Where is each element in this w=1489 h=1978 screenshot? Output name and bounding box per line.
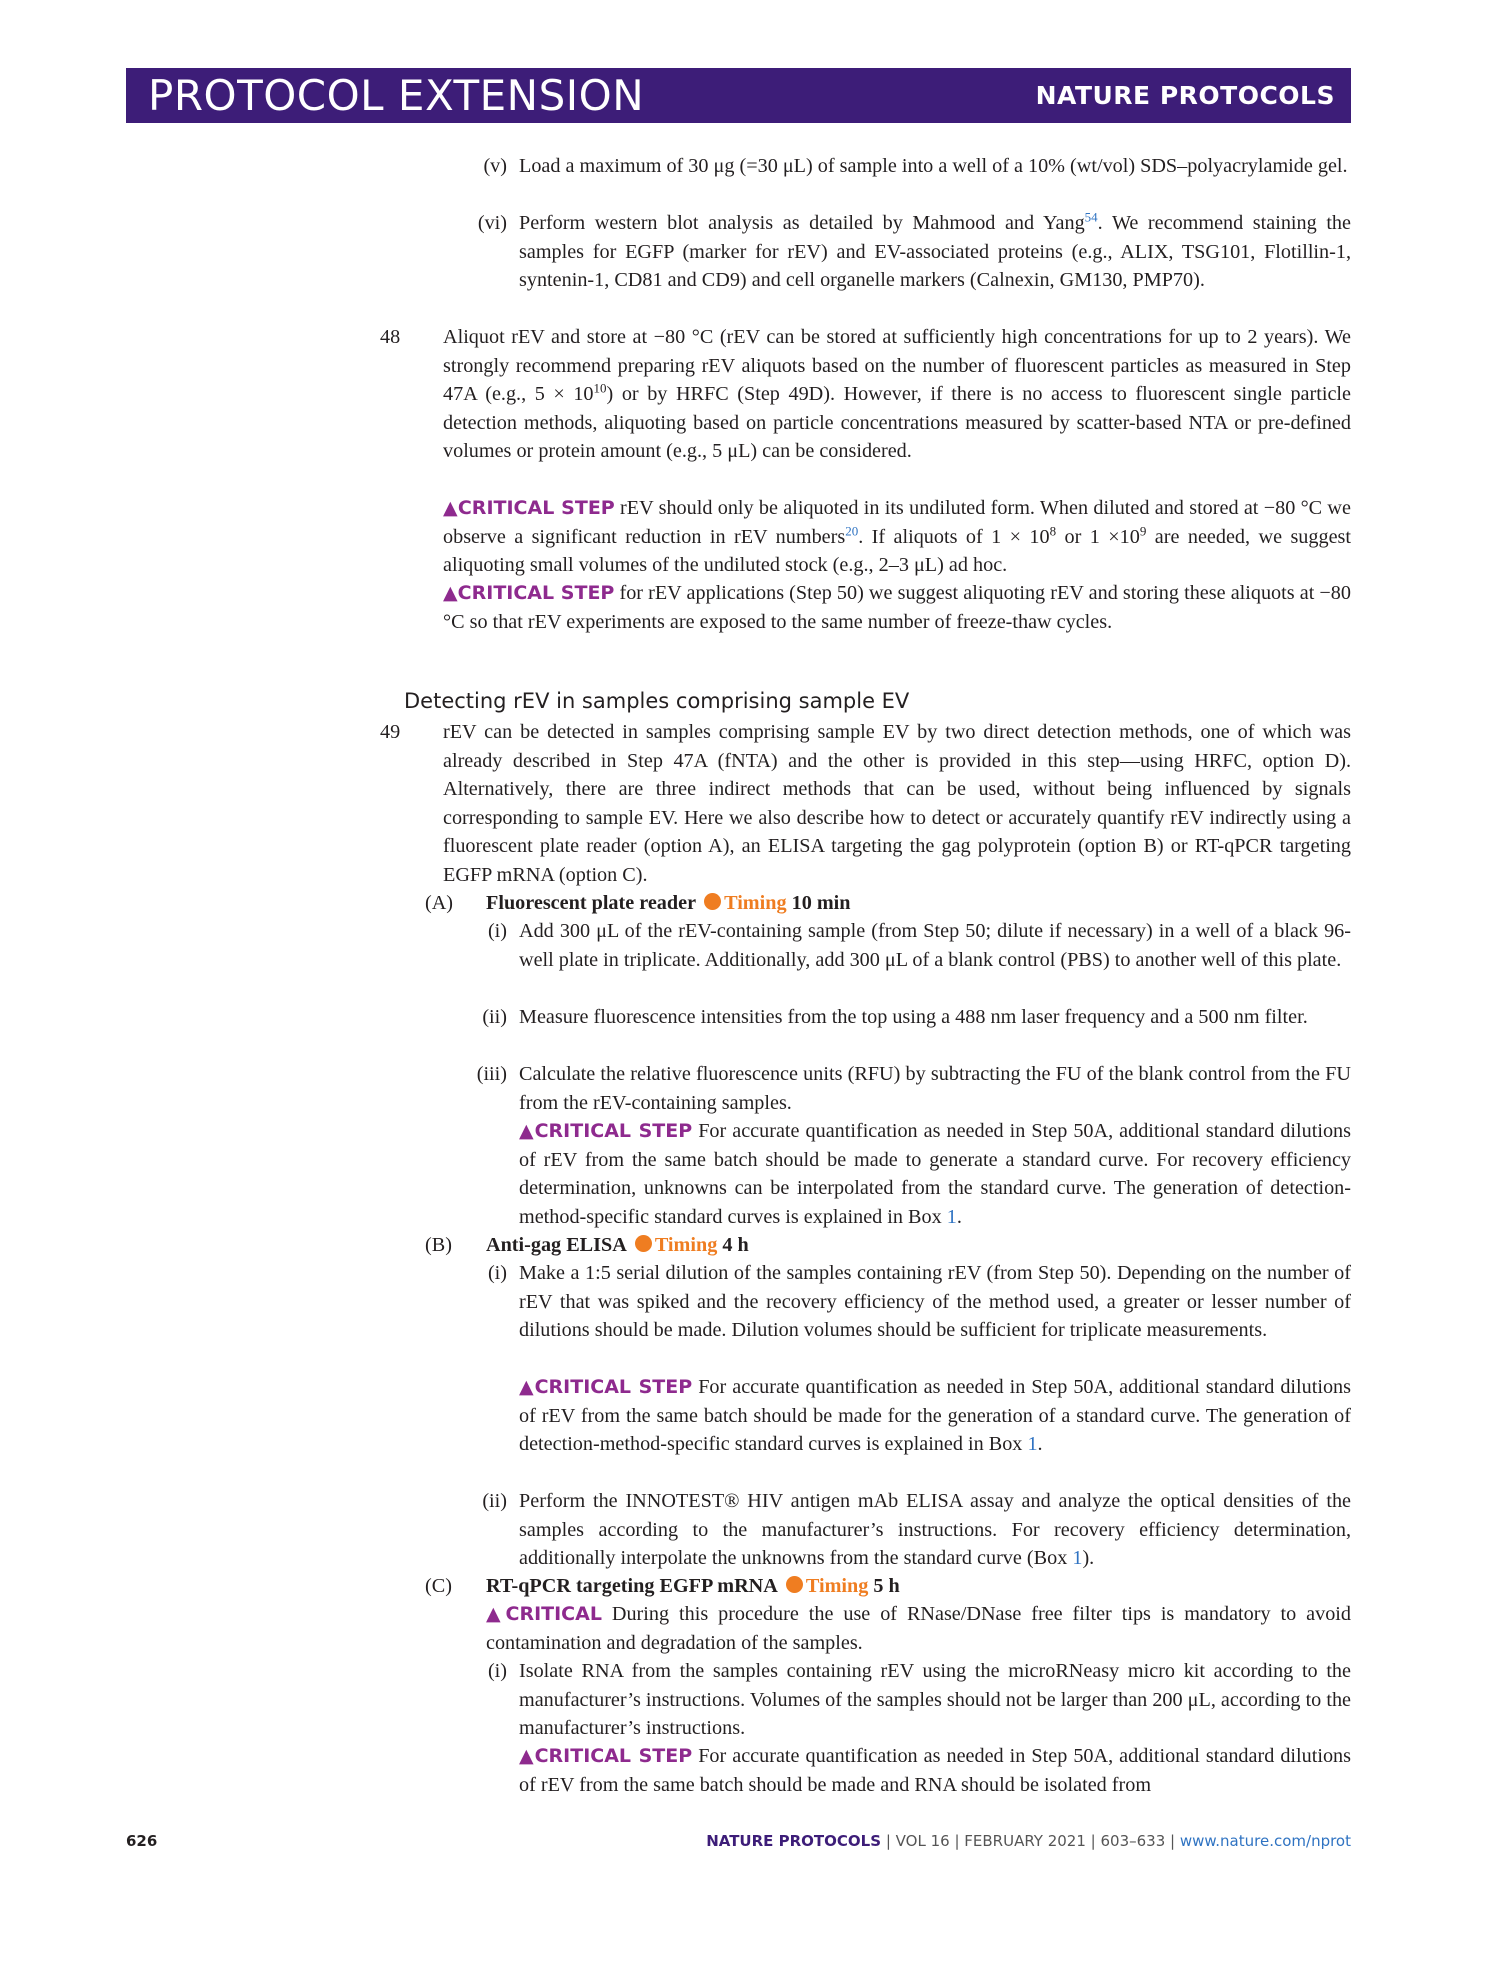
item-label: (i) (487, 1262, 507, 1284)
option-c-critical-step: ▲CRITICAL STEP For accurate quantification as needed in Step 50A, additional standard dilutions of rEV from the same batch should be made and RNA should be isolated from (519, 1745, 1351, 1796)
header-journal-name: NATURE PROTOCOLS (1035, 81, 1335, 110)
timing-dot-icon (635, 1235, 652, 1252)
step-number: 48 (380, 326, 401, 348)
step48-critical-1: ▲CRITICAL STEP rEV should only be aliquoted in its undiluted form. When diluted and stored at −80 °C we observe a significant reduction in rEV numbers$^{20}$. If aliquots of $1 \times 10^8$ or $1 \times 10^9$ are needed, we suggest aliquoting small volumes of the undiluted stock (e.g., 2–3 μL) ad hoc. (443, 497, 1352, 576)
header-section-title: PROTOCOL EXTENSION (148, 71, 645, 120)
timing-dot-icon (786, 1576, 803, 1593)
citation-link[interactable]: 54 (1084, 209, 1098, 225)
option-c-heading: RT-qPCR targeting EGFP mRNA Timing 5 h (486, 1575, 900, 1597)
header-bar (126, 68, 1351, 123)
box-link[interactable]: 1 (946, 1205, 957, 1228)
box-link[interactable]: 1 (1027, 1433, 1038, 1455)
step-number: 49 (380, 721, 401, 743)
option-a-i-text: Add 300 μL of the rEV-containing sample (from Step 50; dilute if necessary) in a well of a black 96-well plate in triplicate. Additionally, add 300 μL of a blank control (PBS) to another well of this plate. (519, 920, 1351, 971)
option-a-ii-text: Measure fluorescence intensities from the top using a 488 nm laser frequency and a 500 nm filter. (519, 1006, 1308, 1028)
item-label: (v) (483, 155, 507, 177)
item-label: (i) (487, 920, 507, 942)
item-label: (ii) (482, 1006, 507, 1028)
timing-dot-icon (704, 893, 721, 910)
section-heading: Detecting rEV in samples comprising sample EV (404, 689, 910, 713)
option-c-i-text: Isolate RNA from the samples containing rEV using the microRNeasy micro kit according to the manufacturer’s instructions. Volumes of the samples should not be larger than 200 μL, according to the manufacturer’s instructions. (519, 1660, 1351, 1739)
footer-citation: NATURE PROTOCOLS | VOL 16 | FEBRUARY 2021 | 603–633 | www.nature.com/nprot (706, 1832, 1351, 1850)
option-b-critical: ▲CRITICAL STEP For accurate quantification as needed in Step 50A, additional standard dilutions of rEV from the same batch should be made for the generation of a standard curve. The generation of detection-method-specific standard curves is explained in Box 1. (519, 1376, 1351, 1455)
step48-text: Aliquot rEV and store at −80 °C (rEV can be stored at sufficiently high concentrations for up to 2 years). We strongly recommend preparing rEV aliquots based on the number of fluorescent particles as measured in Step 47A (e.g., $5 \times 10^{10}$) or by HRFC (Step 49D). However, if there is no access to fluorescent single particle detection methods, aliquoting based on particle concentrations measured by scatter-based NTA or pre-defined volumes or protein amount (e.g., 5 μL) can be considered. (443, 326, 1351, 462)
critical-step-label: ▲CRITICAL STEP (443, 582, 615, 604)
item-label: (vi) (477, 212, 507, 234)
option-a-iii-text: Calculate the relative fluorescence units (RFU) by subtracting the FU of the blank control from the FU from the rEV-containing samples. (519, 1063, 1351, 1114)
item-label: (iii) (476, 1063, 507, 1085)
critical-step-label: ▲CRITICAL STEP (519, 1745, 693, 1767)
option-c-critical: ▲CRITICAL During this procedure the use of RNase/DNase free filter tips is mandatory to avoid contamination and degradation of the samples. (486, 1603, 1351, 1654)
item-label: (ii) (482, 1490, 507, 1512)
step48-critical-2: ▲CRITICAL STEP for rEV applications (Step 50) we suggest aliquoting rEV and storing these aliquots at −80 °C so that rEV experiments are exposed to the same number of freeze-thaw cycles. (443, 582, 1351, 633)
step47-v-text: Load a maximum of 30 μg (=30 μL) of sample into a well of a 10% (wt/vol) SDS–polyacrylamide gel. (519, 155, 1348, 177)
citation-link[interactable]: 20 (845, 522, 859, 538)
box-link[interactable]: 1 (1072, 1547, 1083, 1569)
journal-url-link[interactable]: www.nature.com/nprot (1179, 1832, 1351, 1850)
option-label: (B) (425, 1234, 452, 1256)
step49-text: rEV can be detected in samples comprising sample EV by two direct detection methods, one of which was already described in Step 47A (fNTA) and the other is provided in this step—using HRFC, option D). Alternatively, there are three indirect methods that can be used, without being influenced by signals corresponding to sample EV. Here we also describe how to detect or accurately quantify rEV indirectly using a fluorescent plate reader (option A), an ELISA targeting the gag polyprotein (option B) or RT-qPCR targeting EGFP mRNA (option C). (443, 721, 1351, 886)
option-a-heading: Fluorescent plate reader Timing 10 min (486, 892, 851, 914)
option-label: (A) (425, 892, 454, 914)
option-b-heading: Anti-gag ELISA Timing 4 h (486, 1234, 749, 1256)
critical-step-label: ▲CRITICAL STEP (519, 1376, 693, 1398)
option-a-critical: ▲CRITICAL STEP For accurate quantification as needed in Step 50A, additional standard dilutions of rEV from the same batch should be made to generate a standard curve. For recovery efficiency determination, unknowns can be interpolated from the standard curve. The generation of detection-method-specific standard curves is explained in Box 1. (519, 1120, 1351, 1228)
critical-label: ▲CRITICAL (486, 1603, 602, 1625)
step47-vi-text: Perform western blot analysis as detailed by Mahmood and Yang$^{54}$. We recommend staining the samples for EGFP (marker for rEV) and EV-associated proteins (e.g., ALIX, TSG101, Flotillin-1, syntenin-1, CD81 and CD9) and cell organelle markers (Calnexin, GM130, PMP70). (519, 209, 1351, 291)
critical-step-label: ▲CRITICAL STEP (519, 1120, 693, 1142)
critical-step-label: ▲CRITICAL STEP (443, 497, 615, 519)
page-number: 626 (126, 1832, 158, 1850)
option-b-ii-text: Perform the INNOTEST® HIV antigen mAb ELISA assay and analyze the optical densities of the samples according to the manufacturer’s instructions. For recovery efficiency determination, additionally interpolate the unknowns from the standard curve (Box 1). (519, 1490, 1351, 1569)
item-label: (i) (487, 1660, 507, 1682)
option-b-i-text: Make a 1:5 serial dilution of the samples containing rEV (from Step 50). Depending on the number of rEV that was spiked and the recovery efficiency of the method used, a greater or lesser number of dilutions should be made. Dilution volumes should be sufficient for triplicate measurements. (519, 1262, 1351, 1341)
option-label: (C) (425, 1575, 452, 1597)
